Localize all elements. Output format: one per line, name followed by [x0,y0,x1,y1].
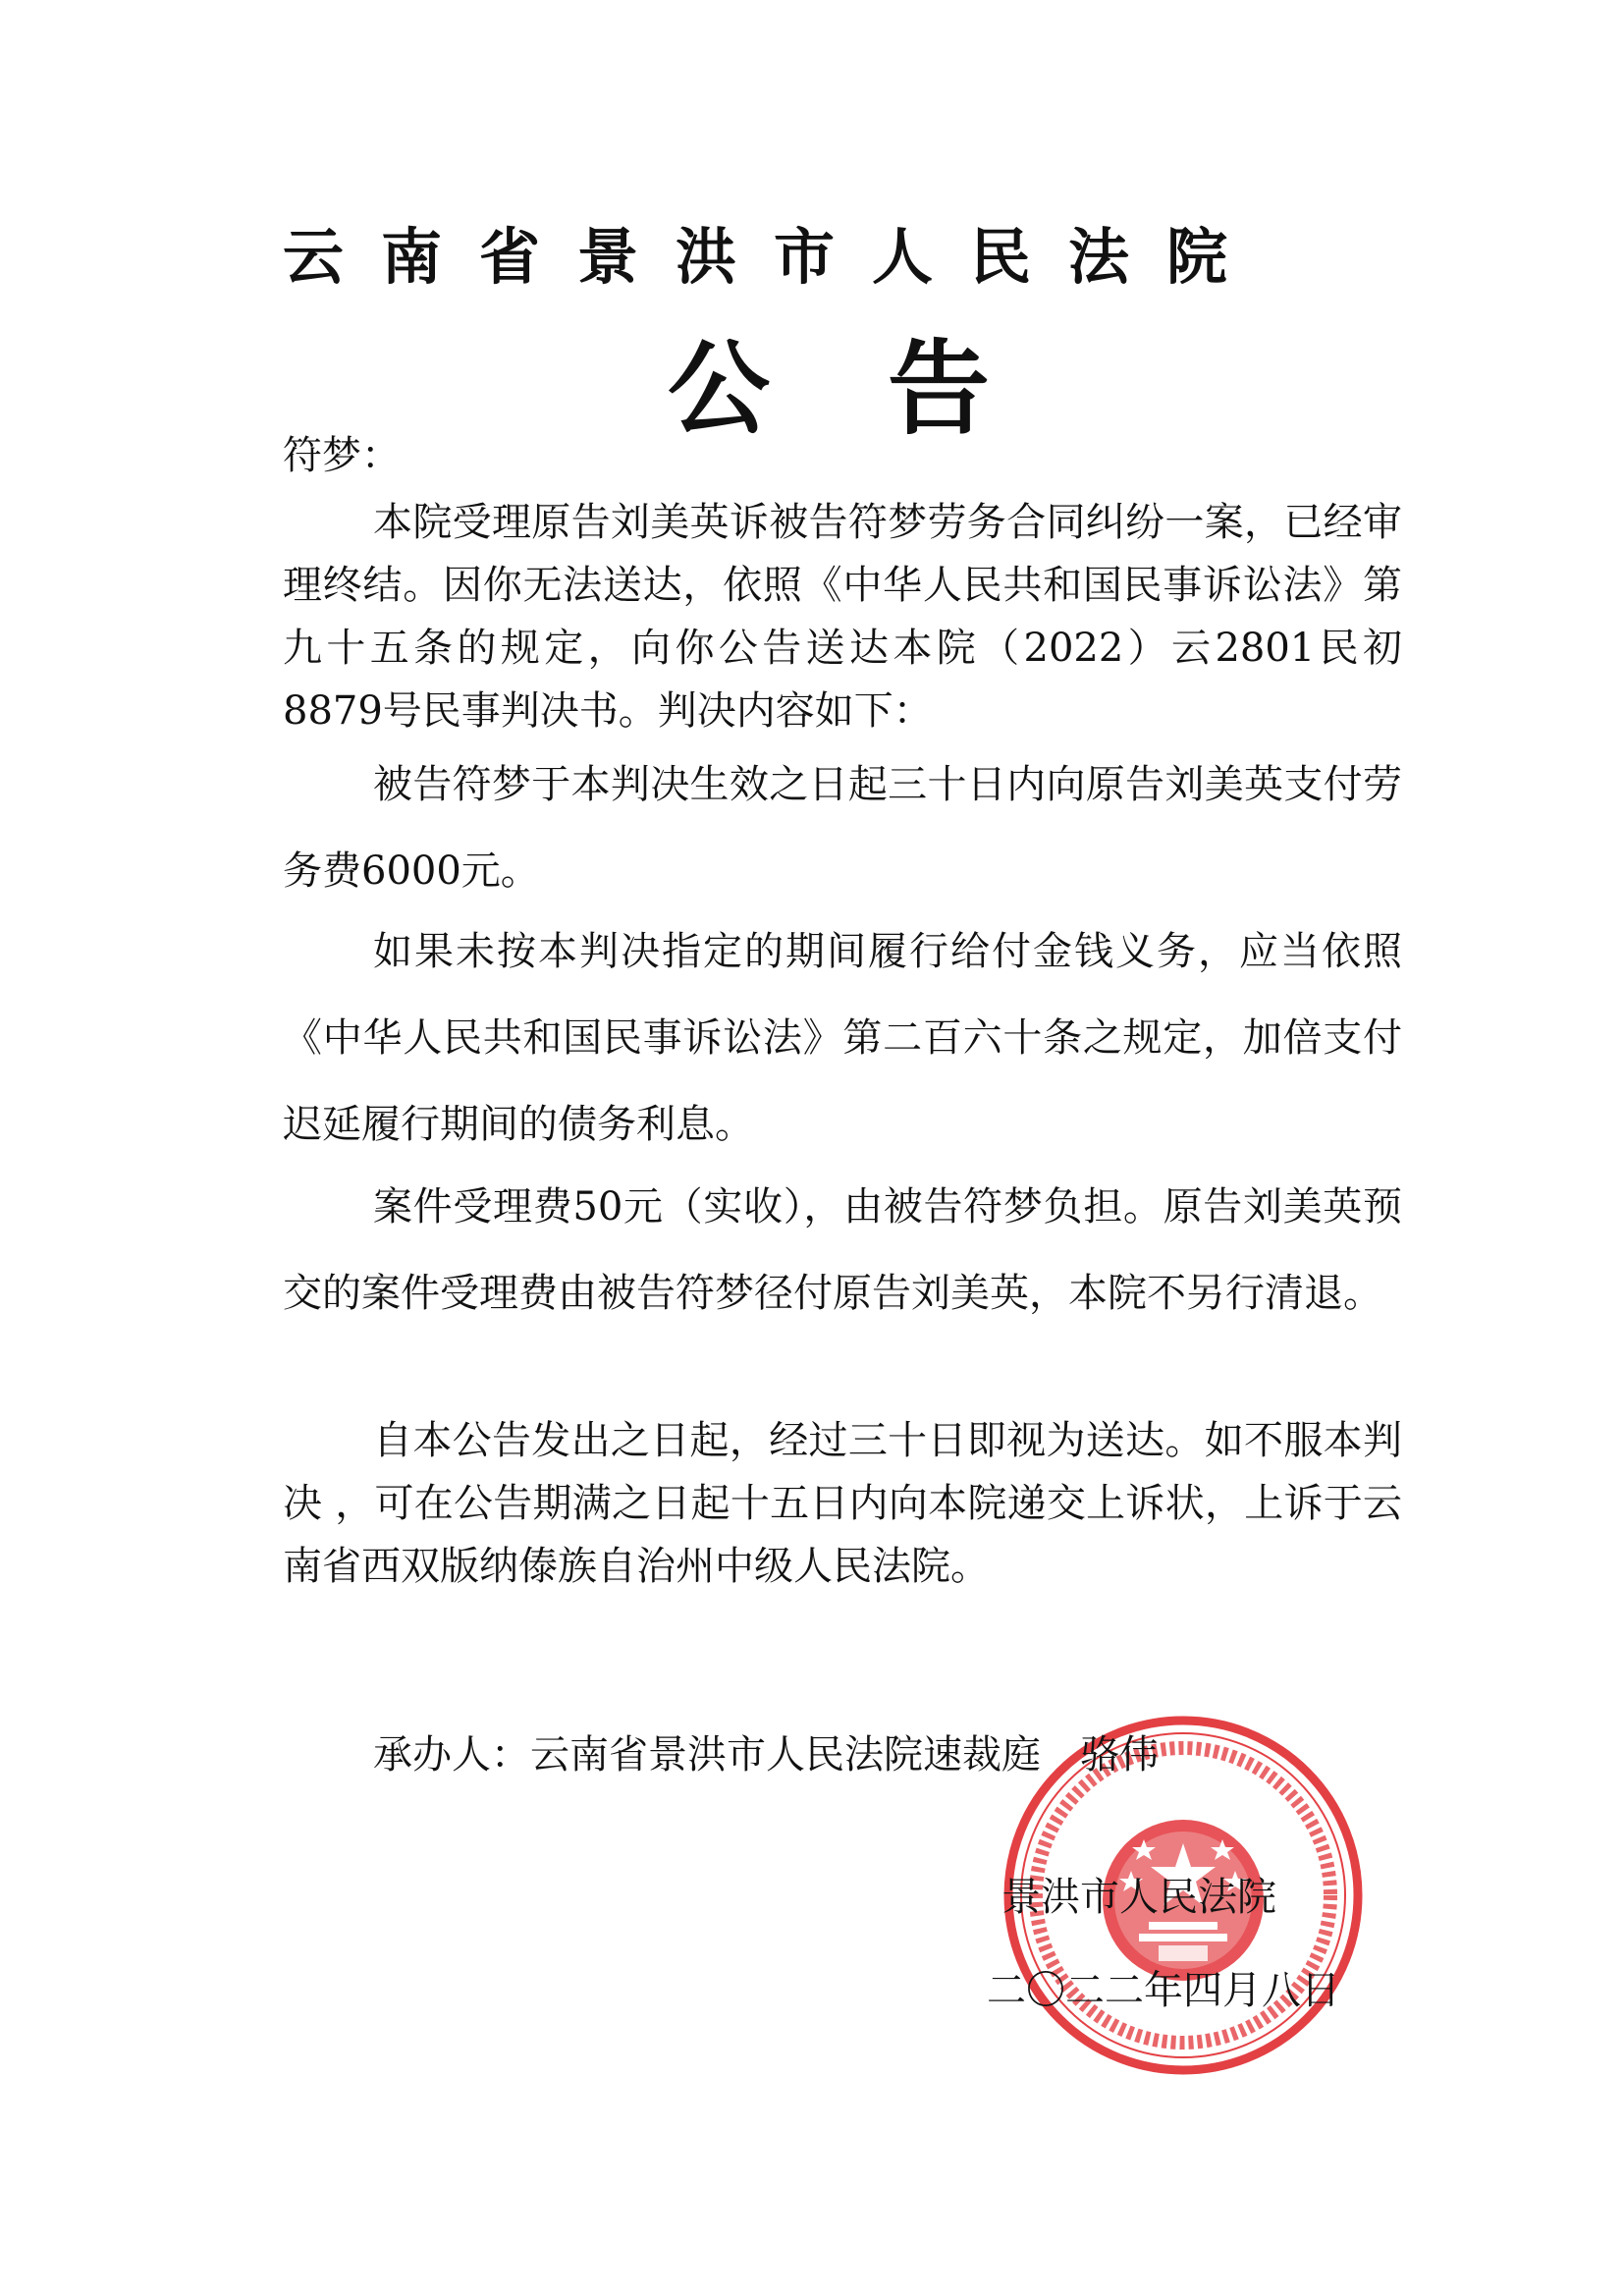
paragraph-case-summary: 本院受理原告刘美英诉被告符梦劳务合同纠纷一案，已经审理终结。因你无法送达，依照《中华人民共和国民事诉讼法》第九十五条的规定，向你公告送达本院（2022）云2801民初8879号民事判决书。判决内容如下： [283,500,1402,734]
paragraph-late-interest: 如果未按本判决指定的期间履行给付金钱义务，应当依照《中华人民共和国民事诉讼法》第二百六十条之规定，加倍支付迟延履行期间的债务利息。 [283,929,1402,1147]
paragraph-service-appeal: 自本公告发出之日起，经过三十日即视为送达。如不服本判决 ，可在公告期满之日起十五日内向本院递交上诉状，上诉于云南省西双版纳傣族自治州中级人民法院。 [283,1418,1402,1589]
handler-name: 骆伟 [1080,1732,1159,1777]
addressee: 符梦： [283,433,401,478]
handler-line [373,1723,1159,1779]
signing-court: 景洪市人民法院 [1001,1875,1276,1920]
handler-label: 承办人：云南省景洪市人民法院速裁庭 [373,1732,1041,1777]
court-name-heading: 云南省景洪市人民法院 [283,221,1266,293]
signing-date: 二〇二二年四月八日 [987,1968,1340,2013]
paragraph-case-fee: 案件受理费50元（实收），由被告符梦负担。原告刘美英预交的案件受理费由被告符梦径付原告刘美英，本院不另行清退。 [283,1184,1402,1316]
paragraph-judgment-payment: 被告符梦于本判决生效之日起三十日内向原告刘美英支付劳务费6000元。 [283,762,1402,894]
document-type-heading: 公告 [668,329,1109,449]
